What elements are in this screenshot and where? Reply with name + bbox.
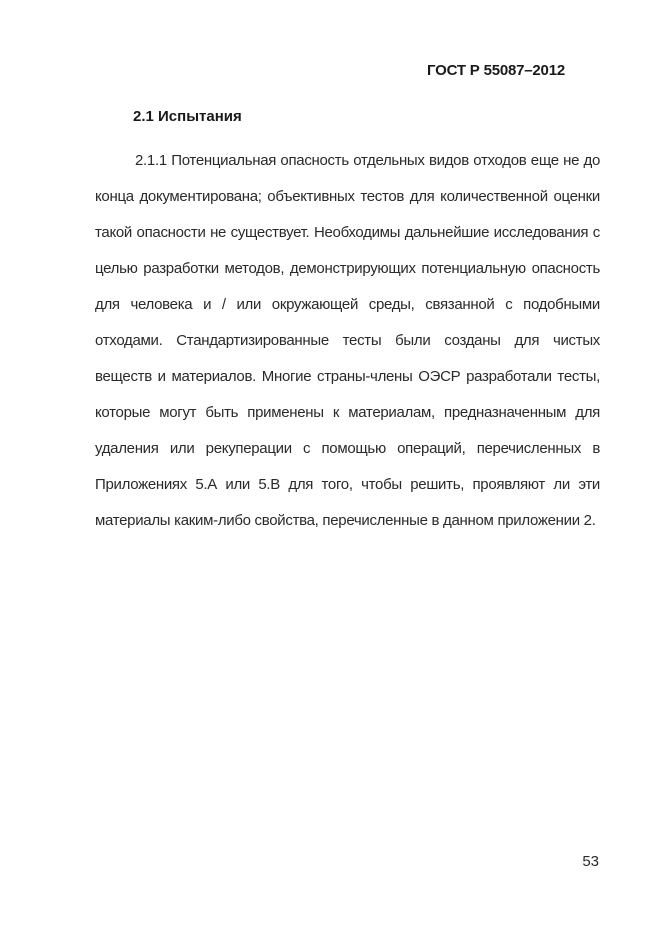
- body-paragraph: 2.1.1 Потенциальная опасность отдельных видов отходов еще не до конца документирована; объективных тестов для количественной оценки такой опасности не существует. Необходимы дальнейшие исследования с целью разработки методов, демонстрирующих потенциальную опасность для человека и / или окружающей среды, связанной с подобными отходами. Стандартизированные тесты были созданы для чистых веществ и материалов. Многие страны-члены ОЭСР разработали тесты, которые могут быть применены к материалам, предназначенным для удаления или рекуперации с помощью операций, перечисленных в Приложениях 5.А или 5.В для того, чтобы решить, проявляют ли эти материалы каким-либо свойства, перечисленные в данном приложении 2.: [95, 152, 600, 529]
- page-number: 53: [582, 853, 599, 870]
- document-code: ГОСТ Р 55087–2012: [427, 62, 565, 79]
- section-title: 2.1 Испытания: [133, 108, 242, 125]
